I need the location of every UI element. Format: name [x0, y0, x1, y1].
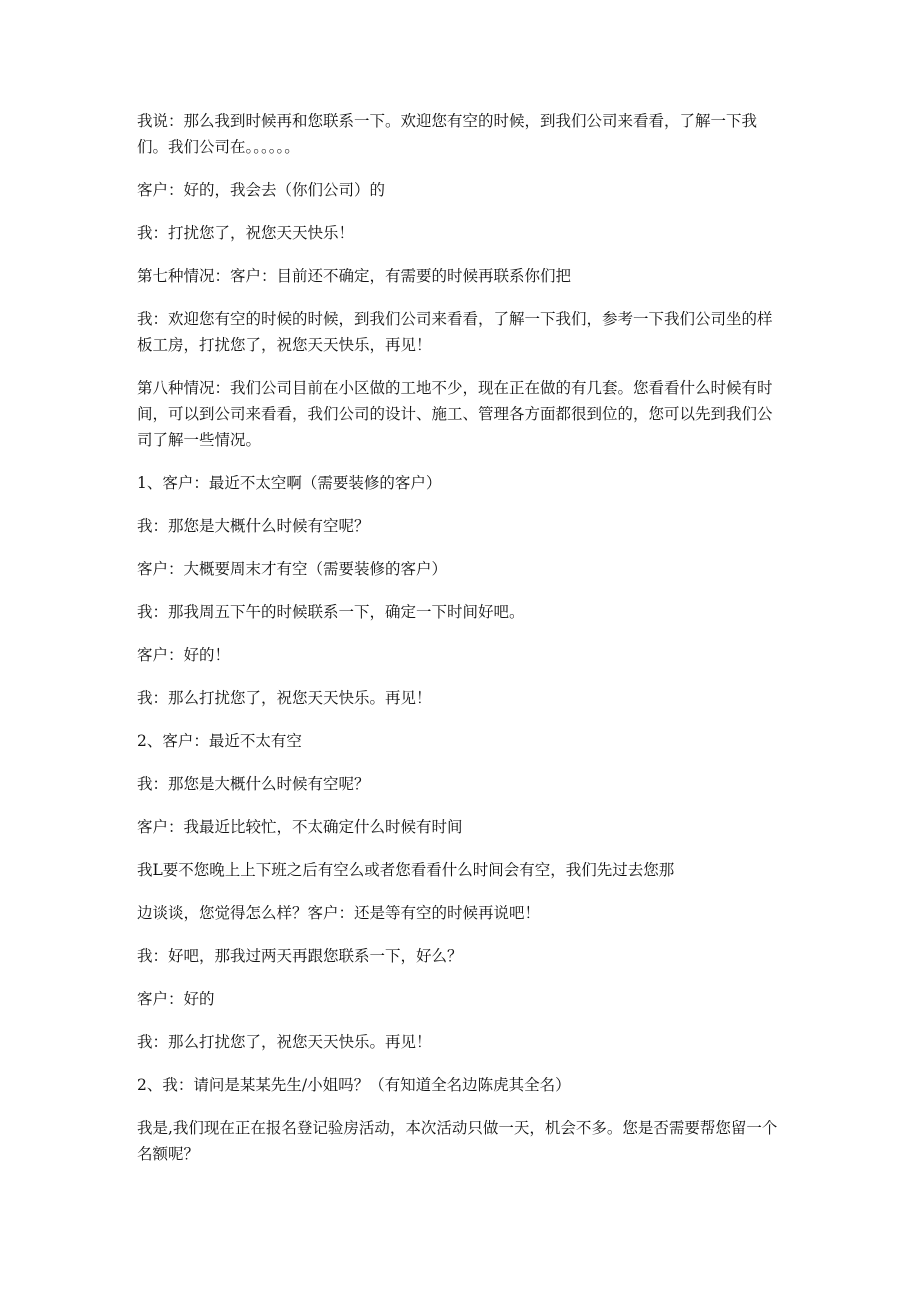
paragraph: 第八种情况：我们公司目前在小区做的工地不少，现在正在做的有几套。您看看什么时候有时间，可以到公司来看看，我们公司的设计、施工、管理各方面都很到位的，您可以先到我们公司了解一些情况。 [137, 379, 773, 449]
paragraph: 客户：好的！ [137, 646, 231, 664]
paragraph: 2、我：请问是某某先生/小姐吗？（有知道全名边陈虎其全名） [137, 1076, 571, 1094]
paragraph: 我：好吧，那我过两天再跟您联系一下，好么？ [137, 947, 463, 965]
paragraph: 1、客户：最近不太空啊（需要装修的客户） [137, 474, 442, 492]
paragraph: 2、客户：最近不太有空 [137, 732, 302, 750]
paragraph: 边谈谈，您觉得怎么样？客户：还是等有空的时候再说吧！ [137, 904, 541, 922]
paragraph: 客户：大概要周末才有空（需要装修的客户） [137, 560, 448, 578]
paragraph: 我L要不您晚上上下班之后有空么或者您看看什么时间会有空，我们先过去您那 [137, 861, 675, 879]
paragraph: 我：那您是大概什么时候有空呢？ [137, 775, 370, 793]
paragraph: 我：那您是大概什么时候有空呢？ [137, 517, 370, 535]
paragraph: 我说：那么我到时候再和您联系一下。欢迎您有空的时候，到我们公司来看看，了解一下我们。我们公司在。。。。。。 [137, 112, 758, 156]
paragraph: 第七种情况：客户：目前还不确定，有需要的时候再联系你们把 [137, 267, 572, 285]
paragraph: 客户：好的，我会去（你们公司）的 [137, 181, 386, 199]
paragraph: 客户：我最近比较忙，不太确定什么时候有时间 [137, 818, 463, 836]
paragraph: 我：欢迎您有空的时候的时候，到我们公司来看看，了解一下我们，参考一下我们公司坐的样板工房，打扰您了，祝您天天快乐，再见！ [137, 310, 773, 354]
paragraph: 我：那么打扰您了，祝您天天快乐。再见！ [137, 689, 432, 707]
document-body [137, 108, 787, 1184]
paragraph: 我：那么打扰您了，祝您天天快乐。再见！ [137, 1033, 432, 1051]
paragraph: 客户：好的 [137, 990, 215, 1008]
paragraph: 我：打扰您了，祝您天天快乐！ [137, 224, 355, 242]
paragraph: 我是,我们现在正在报名登记验房活动，本次活动只做一天，机会不多。您是否需要帮您留一个名额呢？ [137, 1119, 778, 1163]
paragraph: 我：那我周五下午的时候联系一下，确定一下时间好吧。 [137, 603, 525, 621]
